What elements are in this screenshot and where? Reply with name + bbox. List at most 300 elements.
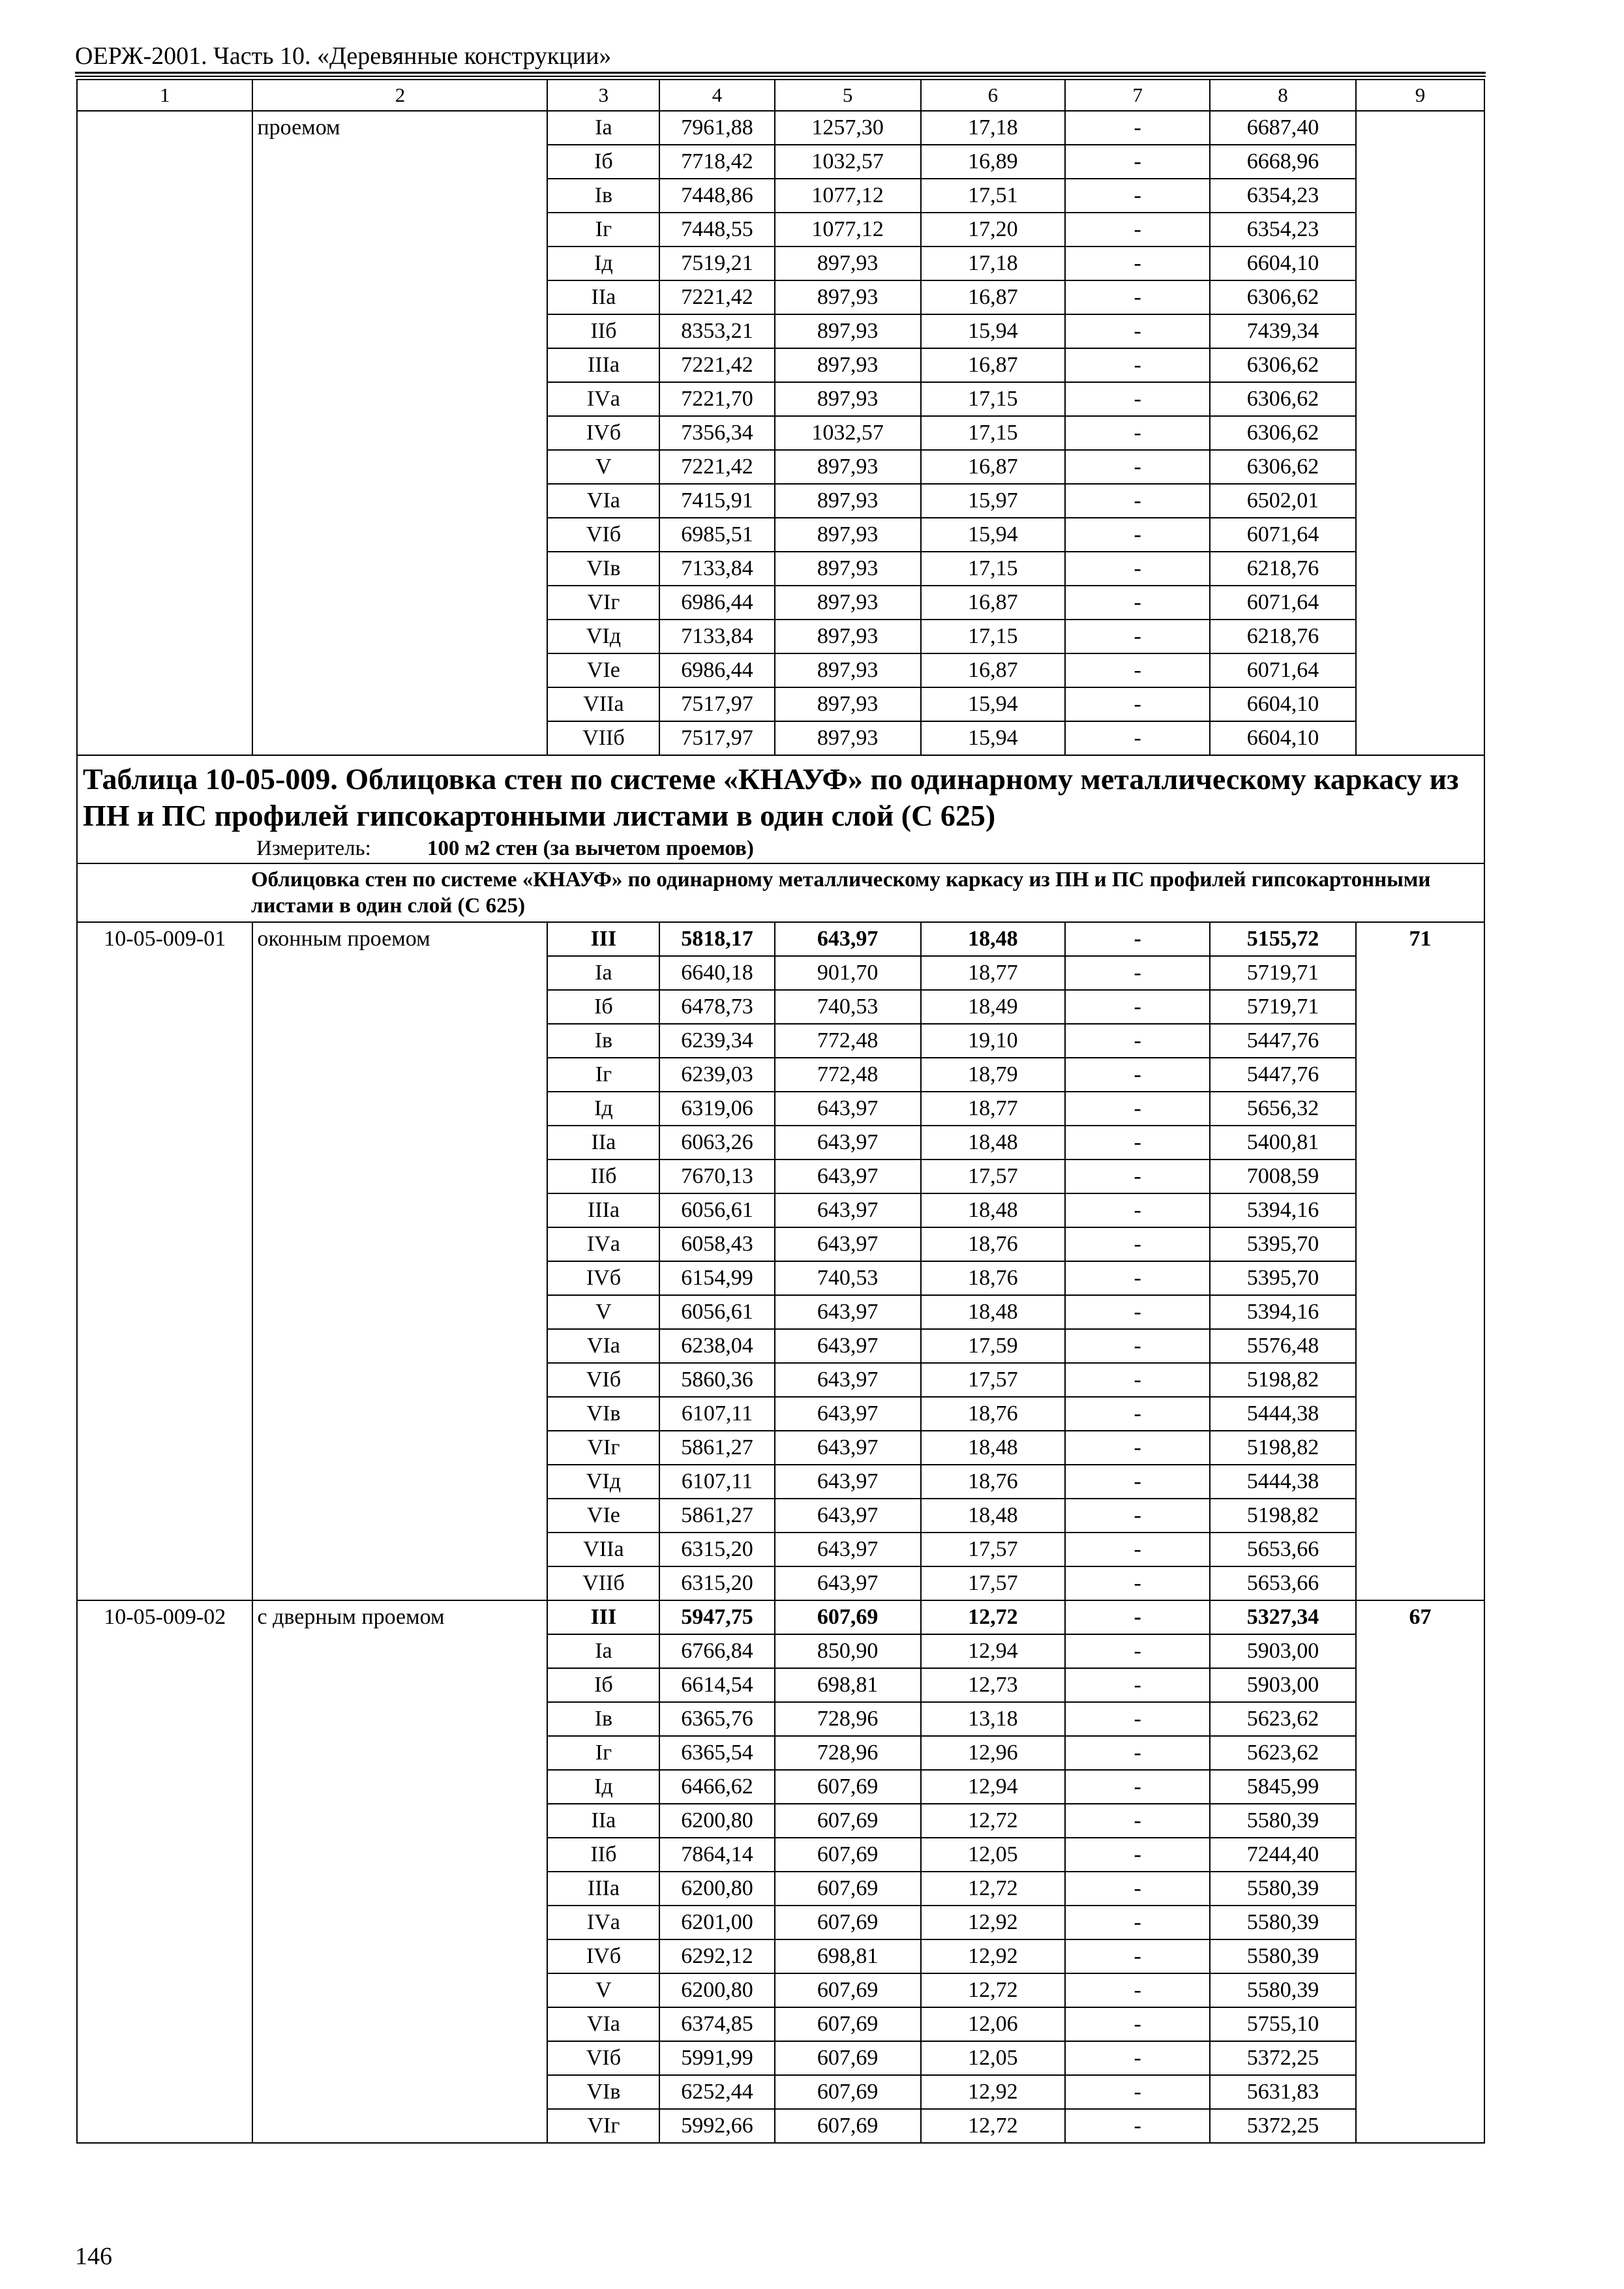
wages-cell: 643,97	[775, 1329, 921, 1363]
machines-cell: 18,79	[921, 1058, 1066, 1092]
machines-cell: 12,92	[921, 1906, 1066, 1939]
machines-cell: 16,87	[921, 348, 1066, 382]
direct-cost-cell: 6315,20	[659, 1533, 774, 1566]
zone-cell: IIб	[547, 314, 659, 348]
wages-cell: 607,69	[775, 1600, 921, 1634]
direct-cost-cell: 7221,70	[659, 382, 774, 416]
direct-cost-cell: 6200,80	[659, 1872, 774, 1906]
materials-cell: 5623,62	[1210, 1736, 1356, 1770]
direct-cost-cell: 7133,84	[659, 552, 774, 586]
machines-cell: 17,51	[921, 179, 1066, 213]
rates-table	[76, 79, 1485, 2144]
machines-cell: 18,76	[921, 1227, 1066, 1261]
machines-cell: 12,72	[921, 1973, 1066, 2007]
machinists-wages-cell: -	[1065, 1668, 1210, 1702]
column-header: 5	[775, 80, 921, 111]
materials-cell: 6218,76	[1210, 620, 1356, 653]
wages-cell: 607,69	[775, 1973, 921, 2007]
direct-cost-cell: 5861,27	[659, 1499, 774, 1533]
code-cell	[77, 111, 252, 755]
materials-cell: 6687,40	[1210, 111, 1356, 145]
machinists-wages-cell: -	[1065, 687, 1210, 721]
materials-cell: 6604,10	[1210, 247, 1356, 280]
direct-cost-cell: 6239,03	[659, 1058, 774, 1092]
machinists-wages-cell: -	[1065, 1702, 1210, 1736]
machinists-wages-cell: -	[1065, 1770, 1210, 1804]
machines-cell: 15,94	[921, 721, 1066, 755]
column-header: 2	[252, 80, 547, 111]
table-title: Таблица 10-05-009. Облицовка стен по системе «КНАУФ» по одинарному металлическому каркасу из ПН и ПС профилей гипсокартонными листами в один слой (С 625)	[83, 762, 1459, 832]
machinists-wages-cell: -	[1065, 1431, 1210, 1465]
zone-cell: VIе	[547, 1499, 659, 1533]
machines-cell: 18,49	[921, 990, 1066, 1024]
direct-cost-cell: 7221,42	[659, 348, 774, 382]
zone-cell: Iв	[547, 1024, 659, 1058]
direct-cost-cell: 6056,61	[659, 1295, 774, 1329]
table-description-row	[77, 863, 1484, 922]
machinists-wages-cell: -	[1065, 348, 1210, 382]
code-cell: 10-05-009-01	[77, 922, 252, 1600]
labor-cell	[1356, 111, 1484, 755]
wages-cell: 897,93	[775, 382, 921, 416]
materials-cell: 5394,16	[1210, 1295, 1356, 1329]
machines-cell: 19,10	[921, 1024, 1066, 1058]
machinists-wages-cell: -	[1065, 2109, 1210, 2143]
column-header: 6	[921, 80, 1066, 111]
materials-cell: 5631,83	[1210, 2075, 1356, 2109]
materials-cell: 5372,25	[1210, 2109, 1356, 2143]
wages-cell: 643,97	[775, 1126, 921, 1159]
unit-label: Измеритель:	[256, 837, 371, 860]
machines-cell: 12,92	[921, 1939, 1066, 1973]
machines-cell: 16,89	[921, 145, 1066, 179]
materials-cell: 5327,34	[1210, 1600, 1356, 1634]
machines-cell: 18,76	[921, 1261, 1066, 1295]
direct-cost-cell: 6252,44	[659, 2075, 774, 2109]
wages-cell: 643,97	[775, 1159, 921, 1193]
materials-cell: 5580,39	[1210, 1906, 1356, 1939]
machinists-wages-cell: -	[1065, 179, 1210, 213]
wages-cell: 897,93	[775, 552, 921, 586]
direct-cost-cell: 5818,17	[659, 922, 774, 956]
materials-cell: 5400,81	[1210, 1126, 1356, 1159]
materials-cell: 6306,62	[1210, 348, 1356, 382]
machines-cell: 18,48	[921, 1193, 1066, 1227]
machinists-wages-cell: -	[1065, 1126, 1210, 1159]
zone-cell: IIб	[547, 1159, 659, 1193]
machines-cell: 17,20	[921, 213, 1066, 247]
zone-cell: Iб	[547, 145, 659, 179]
direct-cost-cell: 6239,34	[659, 1024, 774, 1058]
zone-cell: VIа	[547, 484, 659, 518]
materials-cell: 5447,76	[1210, 1058, 1356, 1092]
labor-cell: 71	[1356, 922, 1484, 1600]
zone-cell: V	[547, 1295, 659, 1329]
machines-cell: 18,76	[921, 1397, 1066, 1431]
materials-cell: 6354,23	[1210, 179, 1356, 213]
machinists-wages-cell: -	[1065, 1939, 1210, 1973]
zone-cell: V	[547, 450, 659, 484]
machines-cell: 12,06	[921, 2007, 1066, 2041]
materials-cell: 5395,70	[1210, 1227, 1356, 1261]
wages-cell: 698,81	[775, 1939, 921, 1973]
page-number: 146	[75, 2243, 112, 2270]
machinists-wages-cell: -	[1065, 620, 1210, 653]
column-header: 9	[1356, 80, 1484, 111]
materials-cell: 5653,66	[1210, 1533, 1356, 1566]
wages-cell: 643,97	[775, 922, 921, 956]
machines-cell: 17,57	[921, 1363, 1066, 1397]
machines-cell: 12,72	[921, 1600, 1066, 1634]
wages-cell: 728,96	[775, 1702, 921, 1736]
materials-cell: 6218,76	[1210, 552, 1356, 586]
direct-cost-cell: 6200,80	[659, 1973, 774, 2007]
machines-cell: 17,15	[921, 620, 1066, 653]
machines-cell: 12,05	[921, 2041, 1066, 2075]
machinists-wages-cell: -	[1065, 552, 1210, 586]
code-cell: 10-05-009-02	[77, 1600, 252, 2143]
direct-cost-cell: 7517,97	[659, 721, 774, 755]
machines-cell: 18,48	[921, 1295, 1066, 1329]
zone-cell: VIд	[547, 620, 659, 653]
wages-cell: 897,93	[775, 721, 921, 755]
zone-cell: Iб	[547, 990, 659, 1024]
machines-cell: 18,48	[921, 1499, 1066, 1533]
machines-cell: 17,15	[921, 416, 1066, 450]
materials-cell: 7008,59	[1210, 1159, 1356, 1193]
direct-cost-cell: 7961,88	[659, 111, 774, 145]
direct-cost-cell: 7670,13	[659, 1159, 774, 1193]
materials-cell: 5198,82	[1210, 1431, 1356, 1465]
wages-cell: 643,97	[775, 1499, 921, 1533]
materials-cell: 5576,48	[1210, 1329, 1356, 1363]
machinists-wages-cell: -	[1065, 1566, 1210, 1600]
machines-cell: 15,94	[921, 687, 1066, 721]
machines-cell: 16,87	[921, 653, 1066, 687]
table-title-row	[77, 755, 1484, 863]
wages-cell: 643,97	[775, 1397, 921, 1431]
materials-cell: 5903,00	[1210, 1634, 1356, 1668]
machines-cell: 17,57	[921, 1159, 1066, 1193]
zone-cell: VIIа	[547, 687, 659, 721]
direct-cost-cell: 6365,76	[659, 1702, 774, 1736]
materials-cell: 5395,70	[1210, 1261, 1356, 1295]
wages-cell: 607,69	[775, 2007, 921, 2041]
zone-cell: VIIа	[547, 1533, 659, 1566]
machinists-wages-cell: -	[1065, 382, 1210, 416]
materials-cell: 5198,82	[1210, 1499, 1356, 1533]
zone-cell: VIв	[547, 1397, 659, 1431]
wages-cell: 897,93	[775, 653, 921, 687]
wages-cell: 897,93	[775, 247, 921, 280]
zone-cell: Iа	[547, 956, 659, 990]
machines-cell: 17,18	[921, 111, 1066, 145]
table-row	[77, 111, 1484, 145]
column-header: 3	[547, 80, 659, 111]
direct-cost-cell: 6640,18	[659, 956, 774, 990]
zone-cell: IIа	[547, 1126, 659, 1159]
direct-cost-cell: 6107,11	[659, 1397, 774, 1431]
zone-cell: VIIб	[547, 721, 659, 755]
machinists-wages-cell: -	[1065, 1159, 1210, 1193]
materials-cell: 7244,40	[1210, 1838, 1356, 1872]
machinists-wages-cell: -	[1065, 653, 1210, 687]
zone-cell: Iд	[547, 1770, 659, 1804]
materials-cell: 5845,99	[1210, 1770, 1356, 1804]
direct-cost-cell: 6200,80	[659, 1804, 774, 1838]
wages-cell: 607,69	[775, 1906, 921, 1939]
direct-cost-cell: 6319,06	[659, 1092, 774, 1126]
machinists-wages-cell: -	[1065, 2007, 1210, 2041]
wages-cell: 1077,12	[775, 213, 921, 247]
zone-cell: Iд	[547, 1092, 659, 1126]
wages-cell: 607,69	[775, 1770, 921, 1804]
zone-cell: IIа	[547, 280, 659, 314]
wages-cell: 607,69	[775, 1872, 921, 1906]
machines-cell: 17,59	[921, 1329, 1066, 1363]
direct-cost-cell: 6238,04	[659, 1329, 774, 1363]
wages-cell: 643,97	[775, 1566, 921, 1600]
wages-cell: 740,53	[775, 1261, 921, 1295]
zone-cell: IIIа	[547, 1872, 659, 1906]
machines-cell: 12,96	[921, 1736, 1066, 1770]
machinists-wages-cell: -	[1065, 280, 1210, 314]
zone-cell: VIг	[547, 1431, 659, 1465]
wages-cell: 698,81	[775, 1668, 921, 1702]
materials-cell: 5155,72	[1210, 922, 1356, 956]
wages-cell: 607,69	[775, 1838, 921, 1872]
wages-cell: 897,93	[775, 620, 921, 653]
wages-cell: 607,69	[775, 1804, 921, 1838]
zone-cell: IVа	[547, 382, 659, 416]
page-header-title: ОЕРЖ-2001. Часть 10. «Деревянные конструкции»	[75, 42, 612, 70]
machines-cell: 12,94	[921, 1634, 1066, 1668]
wages-cell: 643,97	[775, 1363, 921, 1397]
materials-cell: 5755,10	[1210, 2007, 1356, 2041]
wages-cell: 643,97	[775, 1227, 921, 1261]
column-header-row	[77, 80, 1484, 111]
wages-cell: 897,93	[775, 484, 921, 518]
zone-cell: IVа	[547, 1906, 659, 1939]
zone-cell: Iв	[547, 1702, 659, 1736]
direct-cost-cell: 6374,85	[659, 2007, 774, 2041]
direct-cost-cell: 7864,14	[659, 1838, 774, 1872]
machinists-wages-cell: -	[1065, 247, 1210, 280]
machines-cell: 12,72	[921, 1872, 1066, 1906]
zone-cell: VIд	[547, 1465, 659, 1499]
materials-cell: 5653,66	[1210, 1566, 1356, 1600]
direct-cost-cell: 6063,26	[659, 1126, 774, 1159]
zone-cell: IVб	[547, 1939, 659, 1973]
materials-cell: 5580,39	[1210, 1872, 1356, 1906]
materials-cell: 5372,25	[1210, 2041, 1356, 2075]
machines-cell: 17,57	[921, 1533, 1066, 1566]
machinists-wages-cell: -	[1065, 1261, 1210, 1295]
materials-cell: 5444,38	[1210, 1465, 1356, 1499]
materials-cell: 5394,16	[1210, 1193, 1356, 1227]
wages-cell: 643,97	[775, 1193, 921, 1227]
machinists-wages-cell: -	[1065, 922, 1210, 956]
direct-cost-cell: 7415,91	[659, 484, 774, 518]
machines-cell: 13,18	[921, 1702, 1066, 1736]
wages-cell: 897,93	[775, 518, 921, 552]
machinists-wages-cell: -	[1065, 1973, 1210, 2007]
materials-cell: 5719,71	[1210, 990, 1356, 1024]
zone-cell: VIа	[547, 2007, 659, 2041]
direct-cost-cell: 6478,73	[659, 990, 774, 1024]
machinists-wages-cell: -	[1065, 518, 1210, 552]
direct-cost-cell: 6986,44	[659, 586, 774, 620]
direct-cost-cell: 7356,34	[659, 416, 774, 450]
materials-cell: 6502,01	[1210, 484, 1356, 518]
zone-cell: IIIа	[547, 1193, 659, 1227]
machinists-wages-cell: -	[1065, 450, 1210, 484]
unit-value: 100 м2 стен (за вычетом проемов)	[427, 837, 754, 860]
direct-cost-cell: 5947,75	[659, 1600, 774, 1634]
direct-cost-cell: 6058,43	[659, 1227, 774, 1261]
zone-cell: VIв	[547, 2075, 659, 2109]
direct-cost-cell: 6201,00	[659, 1906, 774, 1939]
wages-cell: 607,69	[775, 2109, 921, 2143]
machines-cell: 12,72	[921, 2109, 1066, 2143]
column-header: 4	[659, 80, 774, 111]
zone-cell: Iа	[547, 111, 659, 145]
machinists-wages-cell: -	[1065, 1024, 1210, 1058]
machines-cell: 18,77	[921, 1092, 1066, 1126]
materials-cell: 6071,64	[1210, 518, 1356, 552]
zone-cell: Iб	[547, 1668, 659, 1702]
direct-cost-cell: 6365,54	[659, 1736, 774, 1770]
machinists-wages-cell: -	[1065, 213, 1210, 247]
machinists-wages-cell: -	[1065, 1499, 1210, 1533]
machines-cell: 12,94	[921, 1770, 1066, 1804]
machines-cell: 15,94	[921, 518, 1066, 552]
zone-cell: IIа	[547, 1804, 659, 1838]
materials-cell: 5580,39	[1210, 1939, 1356, 1973]
wages-cell: 897,93	[775, 586, 921, 620]
direct-cost-cell: 8353,21	[659, 314, 774, 348]
wages-cell: 897,93	[775, 450, 921, 484]
table-description: Облицовка стен по системе «КНАУФ» по одинарному металлическому каркасу из ПН и ПС профилей гипсокартонными листами в один слой (С 625)	[77, 863, 1484, 922]
machinists-wages-cell: -	[1065, 1295, 1210, 1329]
machinists-wages-cell: -	[1065, 1634, 1210, 1668]
machines-cell: 18,76	[921, 1465, 1066, 1499]
wages-cell: 643,97	[775, 1092, 921, 1126]
direct-cost-cell: 6292,12	[659, 1939, 774, 1973]
zone-cell: VIг	[547, 2109, 659, 2143]
machinists-wages-cell: -	[1065, 1838, 1210, 1872]
machinists-wages-cell: -	[1065, 586, 1210, 620]
table-row	[77, 922, 1484, 956]
direct-cost-cell: 6766,84	[659, 1634, 774, 1668]
zone-cell: IIб	[547, 1838, 659, 1872]
machinists-wages-cell: -	[1065, 1736, 1210, 1770]
direct-cost-cell: 6614,54	[659, 1668, 774, 1702]
machinists-wages-cell: -	[1065, 1092, 1210, 1126]
materials-cell: 5580,39	[1210, 1804, 1356, 1838]
direct-cost-cell: 7133,84	[659, 620, 774, 653]
machines-cell: 17,18	[921, 247, 1066, 280]
machines-cell: 17,15	[921, 382, 1066, 416]
machinists-wages-cell: -	[1065, 2075, 1210, 2109]
machines-cell: 12,92	[921, 2075, 1066, 2109]
zone-cell: Iа	[547, 1634, 659, 1668]
zone-cell: Iг	[547, 1058, 659, 1092]
table-row	[77, 1600, 1484, 1634]
materials-cell: 5903,00	[1210, 1668, 1356, 1702]
column-header: 7	[1065, 80, 1210, 111]
zone-cell: VIб	[547, 518, 659, 552]
wages-cell: 740,53	[775, 990, 921, 1024]
wages-cell: 901,70	[775, 956, 921, 990]
direct-cost-cell: 6315,20	[659, 1566, 774, 1600]
zone-cell: III	[547, 922, 659, 956]
materials-cell: 5444,38	[1210, 1397, 1356, 1431]
machinists-wages-cell: -	[1065, 2041, 1210, 2075]
machinists-wages-cell: -	[1065, 1872, 1210, 1906]
table-title-cell	[77, 755, 1484, 863]
machinists-wages-cell: -	[1065, 416, 1210, 450]
zone-cell: Iд	[547, 247, 659, 280]
zone-cell: VIе	[547, 653, 659, 687]
machines-cell: 16,87	[921, 280, 1066, 314]
machinists-wages-cell: -	[1065, 484, 1210, 518]
machinists-wages-cell: -	[1065, 1363, 1210, 1397]
machines-cell: 12,73	[921, 1668, 1066, 1702]
machinists-wages-cell: -	[1065, 721, 1210, 755]
machines-cell: 15,94	[921, 314, 1066, 348]
materials-cell: 6306,62	[1210, 382, 1356, 416]
direct-cost-cell: 7519,21	[659, 247, 774, 280]
direct-cost-cell: 7448,55	[659, 213, 774, 247]
materials-cell: 5656,32	[1210, 1092, 1356, 1126]
materials-cell: 6604,10	[1210, 721, 1356, 755]
materials-cell: 5447,76	[1210, 1024, 1356, 1058]
machinists-wages-cell: -	[1065, 1465, 1210, 1499]
machinists-wages-cell: -	[1065, 314, 1210, 348]
zone-cell: IVб	[547, 1261, 659, 1295]
zone-cell: IVа	[547, 1227, 659, 1261]
wages-cell: 897,93	[775, 687, 921, 721]
machinists-wages-cell: -	[1065, 1227, 1210, 1261]
direct-cost-cell: 6154,99	[659, 1261, 774, 1295]
machinists-wages-cell: -	[1065, 1600, 1210, 1634]
zone-cell: Iг	[547, 1736, 659, 1770]
wages-cell: 643,97	[775, 1295, 921, 1329]
materials-cell: 5719,71	[1210, 956, 1356, 990]
column-header: 8	[1210, 80, 1356, 111]
machines-cell: 12,05	[921, 1838, 1066, 1872]
wages-cell: 897,93	[775, 348, 921, 382]
direct-cost-cell: 6056,61	[659, 1193, 774, 1227]
machines-cell: 17,57	[921, 1566, 1066, 1600]
machines-cell: 18,77	[921, 956, 1066, 990]
machinists-wages-cell: -	[1065, 145, 1210, 179]
zone-cell: VIб	[547, 2041, 659, 2075]
wages-cell: 643,97	[775, 1465, 921, 1499]
zone-cell: VIа	[547, 1329, 659, 1363]
labor-cell: 67	[1356, 1600, 1484, 2143]
work-name-cell: с дверным проемом	[252, 1600, 547, 2143]
direct-cost-cell: 5992,66	[659, 2109, 774, 2143]
machinists-wages-cell: -	[1065, 1329, 1210, 1363]
zone-cell: VIв	[547, 552, 659, 586]
zone-cell: Iг	[547, 213, 659, 247]
work-name-cell: проемом	[252, 111, 547, 755]
work-name-cell: оконным проемом	[252, 922, 547, 1600]
direct-cost-cell: 6985,51	[659, 518, 774, 552]
machines-cell: 16,87	[921, 586, 1066, 620]
